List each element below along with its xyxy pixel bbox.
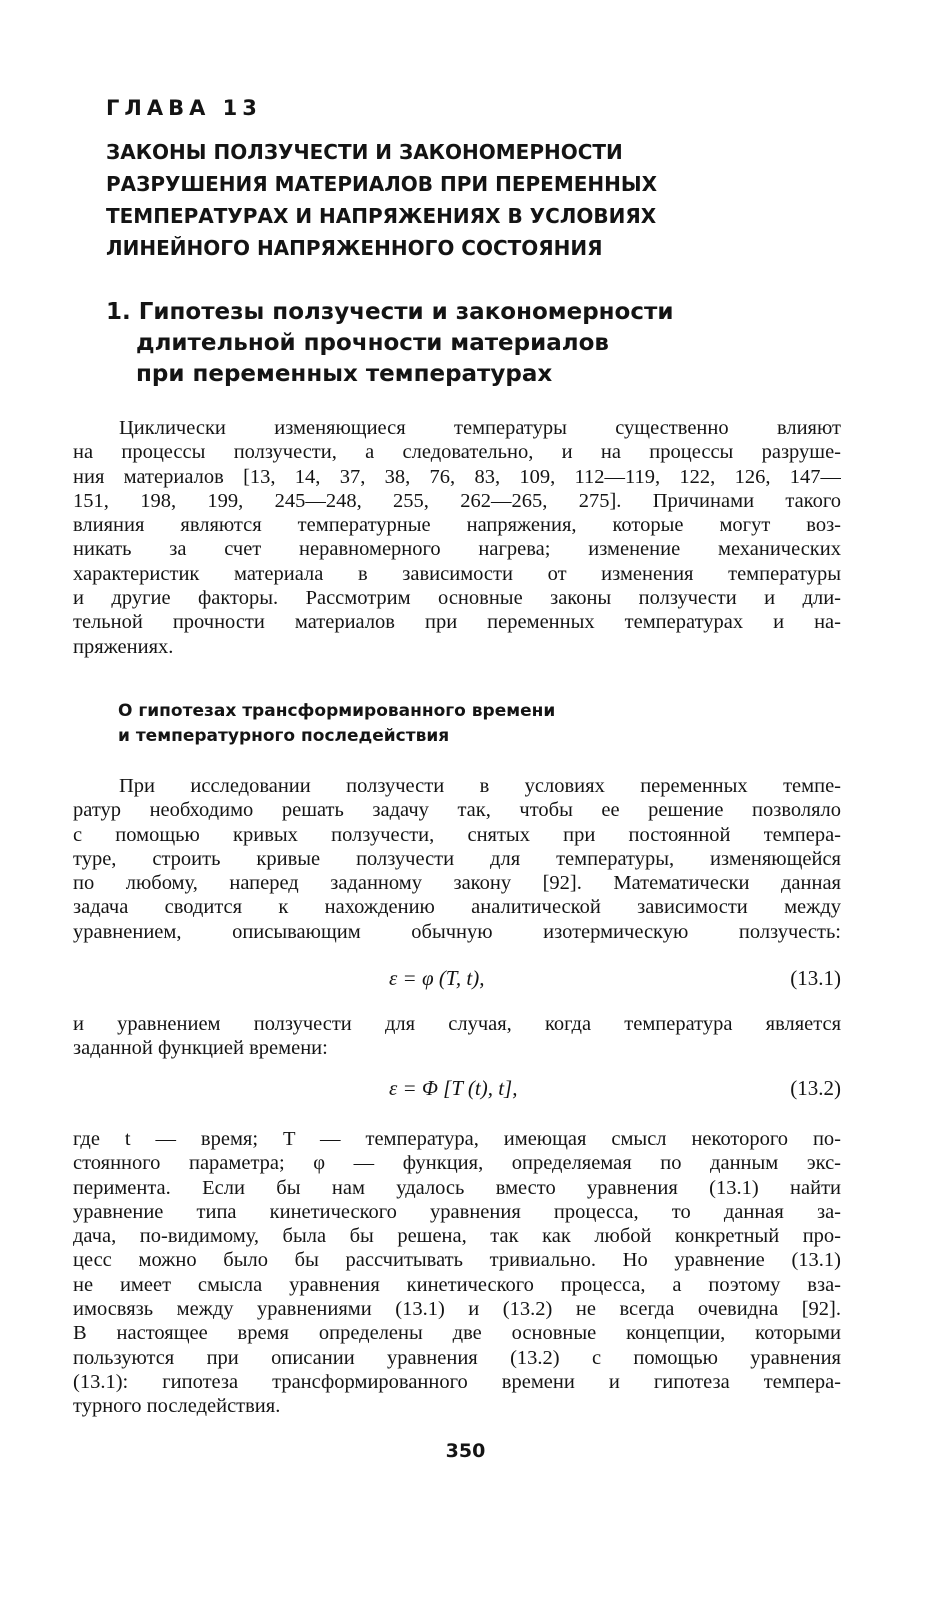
section-heading-line: при переменных температурах (136, 361, 553, 387)
text-line: на процессы ползучести, а следовательно, и на процессы разруше- (73, 441, 841, 464)
section-heading (106, 297, 746, 390)
text-line: ния материалов [13, 14, 37, 38, 76, 83, 109, 112—119, 122, 126, 147— (73, 465, 841, 488)
chapter-title-line: ТЕМПЕРАТУРАХ И НАПРЯЖЕНИЯХ В УСЛОВИЯХ (106, 204, 657, 228)
paragraph-definitions (73, 1127, 841, 1419)
text-line: и уравнением ползучести для случая, когда температура является (73, 1013, 841, 1035)
equation-expression: ε = φ (T, t), (389, 966, 485, 990)
text-line: турного последействия. (73, 1395, 281, 1418)
text-line: ратур необходимо решать задачу так, чтобы ее решение позволяло (73, 799, 841, 822)
text-line: влияния являются температурные напряжения, которые могут воз- (73, 514, 841, 537)
text-line: пряжениях. (73, 635, 174, 658)
page-number: 350 (445, 1440, 486, 1462)
text-line: не имеет смысла уравнения кинетического процесса, а поэтому вза- (73, 1273, 841, 1296)
text-line: В настоящее время определены две основные концепции, которыми (73, 1322, 841, 1345)
text-line: заданной функцией времени: (73, 1037, 328, 1060)
chapter-title (106, 136, 706, 264)
text-line: тельной прочности материалов при переменных температурах и на- (73, 611, 841, 634)
text-line: уравнение типа кинетического уравнения процесса, то данная за- (73, 1200, 841, 1223)
equation-13-1 (73, 966, 841, 996)
text-line: где t — время; T — температура, имеющая смысл некоторого по- (73, 1128, 841, 1150)
paragraph-hypotheses (73, 774, 841, 944)
chapter-title-line: ЛИНЕЙНОГО НАПРЯЖЕННОГО СОСТОЯНИЯ (106, 236, 603, 260)
text-line: имосвязь между уравнениями (13.1) и (13.2) не всегда очевидна [92]. (73, 1298, 841, 1321)
text-line: Циклически изменяющиеся температуры существенно влияют (119, 417, 841, 439)
text-line: характеристик материала в зависимости от изменения температуры (73, 562, 841, 585)
text-line: и другие факторы. Рассмотрим основные законы ползучести и дли- (73, 587, 841, 610)
chapter-title-line: ЗАКОНЫ ПОЛЗУЧЕСТИ И ЗАКОНОМЕРНОСТИ (106, 140, 623, 164)
section-heading-line: длительной прочности материалов (136, 330, 609, 356)
chapter-title-line: РАЗРУШЕНИЯ МАТЕРИАЛОВ ПРИ ПЕРЕМЕННЫХ (106, 172, 658, 196)
paragraph-equation-intro (73, 1012, 841, 1061)
text-line: с помощью кривых ползучести, снятых при постоянной темпера- (73, 823, 841, 846)
equation-13-2 (73, 1076, 841, 1106)
text-line: При исследовании ползучести в условиях переменных темпе- (119, 775, 841, 797)
text-line: дача, по-видимому, была бы решена, так как любой конкретный про- (73, 1225, 841, 1248)
chapter-label: ГЛАВА 13 (106, 96, 262, 120)
text-line: перимента. Если бы нам удалось вместо уравнения (13.1) найти (73, 1176, 841, 1199)
text-line: (13.1): гипотеза трансформированного времени и гипотеза темпера- (73, 1370, 841, 1393)
equation-number: (13.1) (790, 966, 841, 990)
text-line: уравнением, описывающим обычную изотермическую ползучесть: (73, 920, 841, 943)
section-heading-line: 1. Гипотезы ползучести и закономерности (106, 299, 674, 325)
text-line: пользуются при описании уравнения (13.2) с помощью уравнения (73, 1346, 841, 1369)
text-line: задача сводится к нахождению аналитической зависимости между (73, 896, 841, 919)
text-line: стоянного параметра; φ — функция, определяемая по данным экс- (73, 1152, 841, 1175)
subsection-heading-line: и температурного последействия (118, 726, 450, 746)
equation-number: (13.2) (790, 1076, 841, 1100)
text-line: по любому, наперед заданному закону [92]. Математически данная (73, 872, 841, 895)
paragraph-intro (73, 416, 841, 659)
subsection-heading (118, 699, 678, 749)
text-line: туре, строить кривые ползучести для температуры, изменяющейся (73, 847, 841, 870)
subsection-heading-line: О гипотезах трансформированного времени (118, 701, 556, 721)
text-line: цесс можно было бы рассчитывать тривиально. Но уравнение (13.1) (73, 1249, 841, 1272)
text-line: никать за счет неравномерного нагрева; изменение механических (73, 538, 841, 561)
text-line: 151, 198, 199, 245—248, 255, 262—265, 275]. Причинами такого (73, 489, 841, 512)
equation-expression: ε = Φ [T (t), t], (389, 1076, 518, 1100)
